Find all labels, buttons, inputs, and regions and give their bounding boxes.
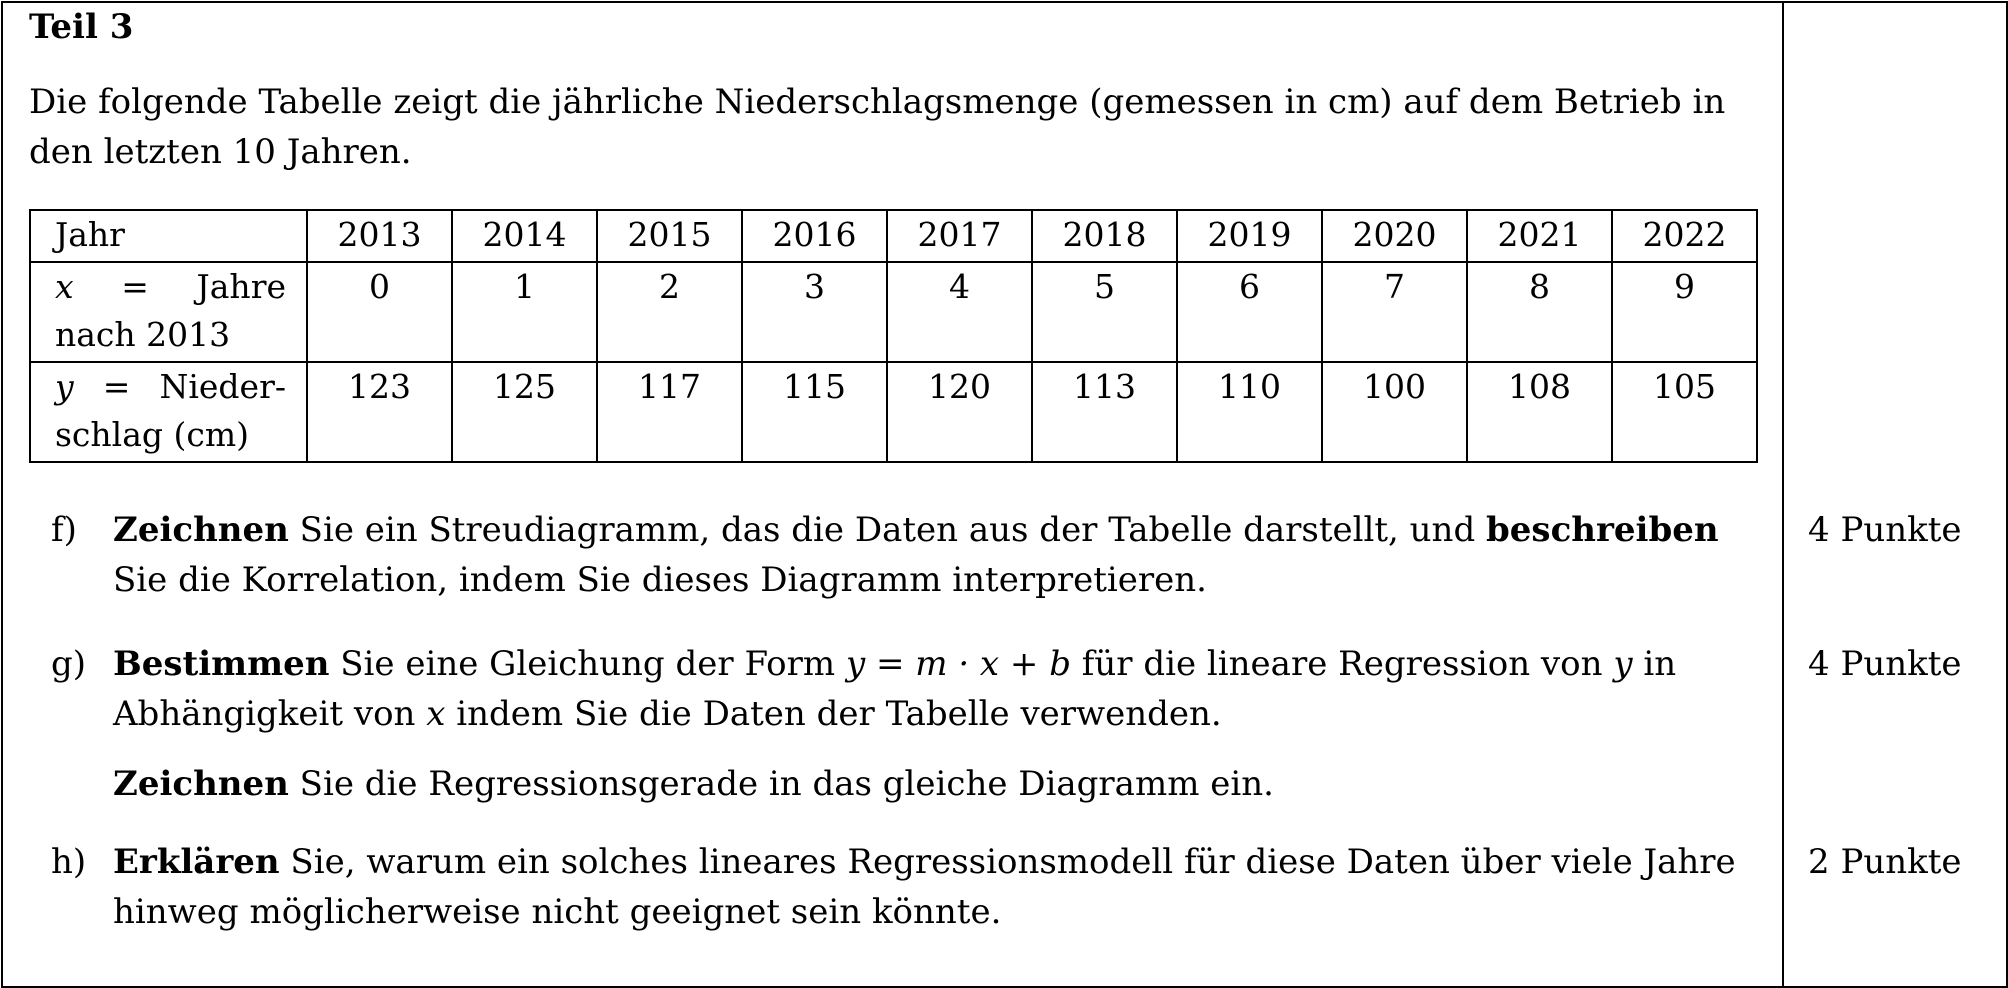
table-row-y xyxy=(30,362,1757,462)
precipitation-table xyxy=(29,209,1758,463)
y-value-cell: 108 xyxy=(1467,362,1612,462)
x-value-cell: 4 xyxy=(887,262,1032,362)
table-row-year xyxy=(30,210,1757,262)
y-value-cell: 100 xyxy=(1322,362,1467,462)
year-cell: 2021 xyxy=(1467,210,1612,262)
year-cell: 2022 xyxy=(1612,210,1757,262)
task-g-label: g) xyxy=(51,644,87,684)
year-cell: 2017 xyxy=(887,210,1032,262)
year-cell: 2016 xyxy=(742,210,887,262)
row-label-x-line2: nach 2013 xyxy=(55,315,231,354)
task-g-text: Bestimmen Sie eine Gleichung der Form y = m · x + b für die lineare Regression von y in Abhängigkeit von x indem Sie die Daten der Tabelle verwenden. xyxy=(113,644,1677,734)
row-label-y xyxy=(30,362,307,462)
y-value-cell: 123 xyxy=(307,362,452,462)
task-h-text: Erklären Sie, warum ein solches lineares Regressionsmodell für diese Daten über viele Jahre hinweg möglicherweise nicht geeignet sein könnte. xyxy=(113,842,1736,932)
task-f-label: f) xyxy=(51,510,77,550)
year-cell: 2015 xyxy=(597,210,742,262)
y-value-cell: 125 xyxy=(452,362,597,462)
y-value-cell: 113 xyxy=(1032,362,1177,462)
year-cell: 2019 xyxy=(1177,210,1322,262)
year-cell: 2014 xyxy=(452,210,597,262)
x-value-cell: 0 xyxy=(307,262,452,362)
y-value-cell: 120 xyxy=(887,362,1032,462)
x-value-cell: 7 xyxy=(1322,262,1467,362)
year-cell: 2020 xyxy=(1322,210,1467,262)
row-label-x-line1: x = Jahre xyxy=(55,267,286,306)
y-value-cell: 105 xyxy=(1612,362,1757,462)
row-label-year: Jahr xyxy=(30,210,307,262)
row-label-x xyxy=(30,262,307,362)
task-g-text-2: Zeichnen Sie die Regressionsgerade in das gleiche Diagramm ein. xyxy=(113,764,1274,804)
year-cell: 2013 xyxy=(307,210,452,262)
x-value-cell: 8 xyxy=(1467,262,1612,362)
table-row-x xyxy=(30,262,1757,362)
points-column-divider xyxy=(1782,3,1784,986)
x-value-cell: 6 xyxy=(1177,262,1322,362)
year-cell: 2018 xyxy=(1032,210,1177,262)
x-value-cell: 3 xyxy=(742,262,887,362)
task-h-label: h) xyxy=(51,842,87,882)
task-f-points: 4 Punkte xyxy=(1808,510,1962,550)
row-label-y-line2: schlag (cm) xyxy=(55,415,250,454)
task-h-points: 2 Punkte xyxy=(1808,842,1962,882)
x-value-cell: 9 xyxy=(1612,262,1757,362)
row-label-y-line1: y = Nieder- xyxy=(55,367,286,406)
y-value-cell: 115 xyxy=(742,362,887,462)
intro-text: Die folgende Tabelle zeigt die jährliche Niederschlagsmenge (gemessen in cm) auf dem Betrieb in den letzten 10 Jahren. xyxy=(29,82,1726,172)
exam-frame xyxy=(1,1,2008,988)
section-title: Teil 3 xyxy=(29,7,134,47)
x-value-cell: 1 xyxy=(452,262,597,362)
y-value-cell: 110 xyxy=(1177,362,1322,462)
x-value-cell: 2 xyxy=(597,262,742,362)
x-value-cell: 5 xyxy=(1032,262,1177,362)
task-g-points: 4 Punkte xyxy=(1808,644,1962,684)
y-value-cell: 117 xyxy=(597,362,742,462)
task-f-text: Zeichnen Sie ein Streudiagramm, das die Daten aus der Tabelle darstellt, und beschreiben Sie die Korrelation, indem Sie dieses Diagramm interpretieren. xyxy=(113,510,1719,600)
